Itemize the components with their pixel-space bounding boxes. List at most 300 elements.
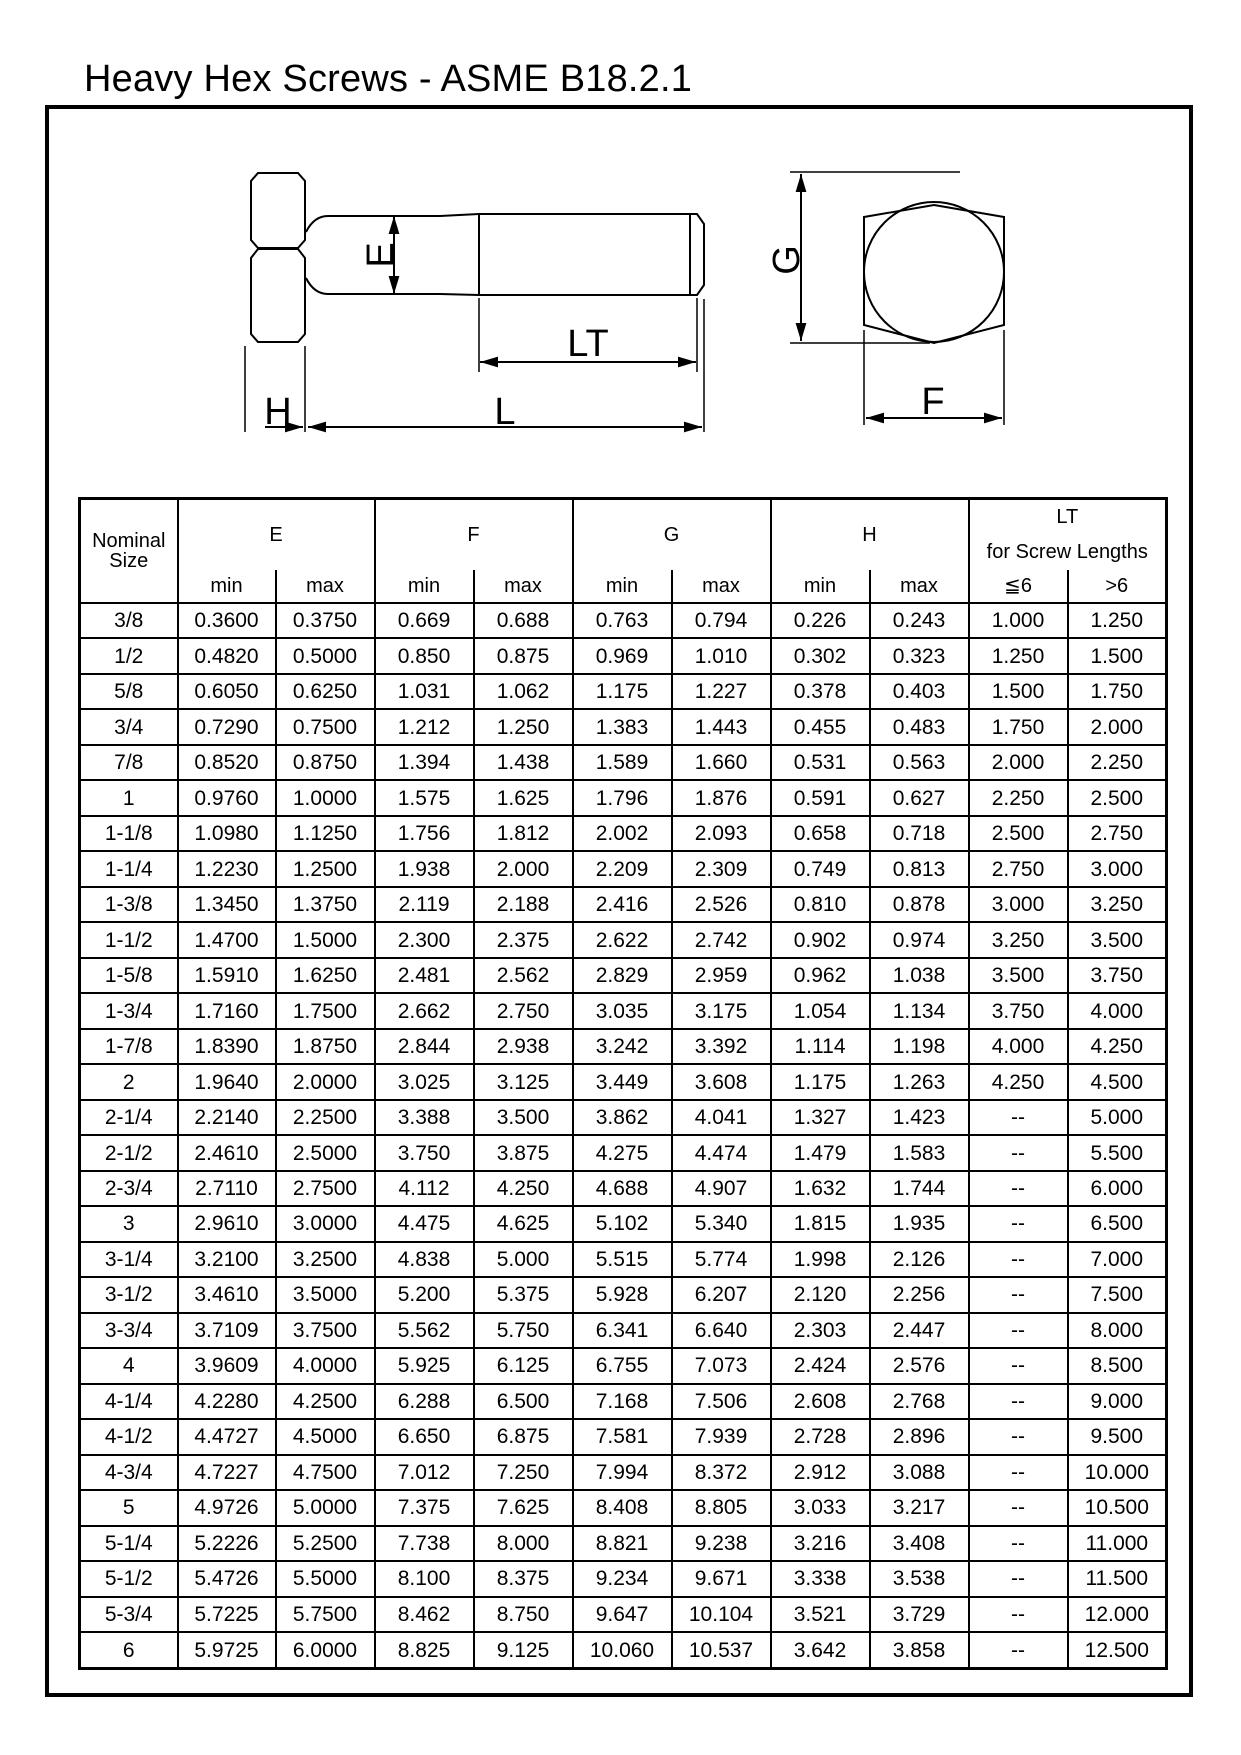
cell-h-min: 2.424 xyxy=(771,1348,870,1383)
cell-e-max: 1.7500 xyxy=(276,993,375,1028)
cell-h-min: 1.175 xyxy=(771,1064,870,1099)
cell-e-max: 2.0000 xyxy=(276,1064,375,1099)
cell-f-min: 0.850 xyxy=(375,638,474,673)
cell-e-min: 0.9760 xyxy=(178,780,276,815)
cell-h-min: 2.912 xyxy=(771,1455,870,1490)
cell-lt-gt-6: 6.500 xyxy=(1068,1206,1167,1241)
cell-f-min: 1.756 xyxy=(375,816,474,851)
cell-lt-le-6: -- xyxy=(969,1171,1068,1206)
cell-e-max: 1.2500 xyxy=(276,851,375,886)
cell-nominal-size: 1-5/8 xyxy=(80,958,178,993)
cell-h-max: 0.718 xyxy=(870,816,969,851)
cell-e-max: 2.7500 xyxy=(276,1171,375,1206)
cell-f-max: 5.375 xyxy=(474,1277,573,1312)
cell-lt-le-6: -- xyxy=(969,1632,1068,1668)
cell-f-min: 2.844 xyxy=(375,1029,474,1064)
table-row xyxy=(80,816,1167,851)
cell-lt-le-6: -- xyxy=(969,1242,1068,1277)
header-e: E xyxy=(178,499,375,571)
cell-nominal-size: 1/2 xyxy=(80,638,178,673)
cell-h-max: 2.126 xyxy=(870,1242,969,1277)
cell-g-min: 8.821 xyxy=(573,1526,672,1561)
header-lt-title: LT xyxy=(1056,506,1079,528)
table-row xyxy=(80,1206,1167,1241)
cell-h-min: 1.479 xyxy=(771,1135,870,1170)
cell-e-min: 4.4727 xyxy=(178,1419,276,1454)
cell-e-min: 1.4700 xyxy=(178,922,276,957)
cell-h-min: 2.728 xyxy=(771,1419,870,1454)
cell-h-max: 1.935 xyxy=(870,1206,969,1241)
cell-f-min: 3.750 xyxy=(375,1135,474,1170)
cell-e-max: 1.1250 xyxy=(276,816,375,851)
table-row xyxy=(80,993,1167,1028)
cell-g-max: 9.238 xyxy=(672,1526,771,1561)
cell-e-max: 5.2500 xyxy=(276,1526,375,1561)
cell-h-min: 0.591 xyxy=(771,780,870,815)
header-g-max: max xyxy=(672,570,771,603)
cell-f-min: 4.112 xyxy=(375,1171,474,1206)
cell-f-max: 5.000 xyxy=(474,1242,573,1277)
cell-h-min: 1.327 xyxy=(771,1100,870,1135)
cell-g-max: 2.526 xyxy=(672,887,771,922)
cell-f-max: 2.000 xyxy=(474,851,573,886)
cell-nominal-size: 5 xyxy=(80,1490,178,1525)
header-lt-gt-6: >6 xyxy=(1068,570,1167,603)
cell-f-max: 0.875 xyxy=(474,638,573,673)
cell-e-min: 2.9610 xyxy=(178,1206,276,1241)
cell-nominal-size: 2-1/4 xyxy=(80,1100,178,1135)
cell-h-min: 3.338 xyxy=(771,1561,870,1596)
cell-f-max: 2.375 xyxy=(474,922,573,957)
cell-f-min: 7.375 xyxy=(375,1490,474,1525)
cell-g-min: 0.969 xyxy=(573,638,672,673)
table-row xyxy=(80,1526,1167,1561)
header-h-min: min xyxy=(771,570,870,603)
cell-f-max: 3.125 xyxy=(474,1064,573,1099)
cell-lt-le-6: 4.000 xyxy=(969,1029,1068,1064)
cell-e-min: 4.7227 xyxy=(178,1455,276,1490)
cell-e-min: 0.3600 xyxy=(178,603,276,638)
cell-e-min: 1.3450 xyxy=(178,887,276,922)
header-lt-le-6: ≦6 xyxy=(969,570,1068,603)
cell-f-max: 8.750 xyxy=(474,1597,573,1632)
cell-lt-gt-6: 1.500 xyxy=(1068,638,1167,673)
cell-f-min: 2.481 xyxy=(375,958,474,993)
cell-e-max: 3.7500 xyxy=(276,1313,375,1348)
cell-e-max: 3.0000 xyxy=(276,1206,375,1241)
cell-lt-gt-6: 3.750 xyxy=(1068,958,1167,993)
table-row xyxy=(80,780,1167,815)
cell-g-min: 9.647 xyxy=(573,1597,672,1632)
cell-h-max: 3.538 xyxy=(870,1561,969,1596)
cell-f-min: 6.288 xyxy=(375,1384,474,1419)
header-f: F xyxy=(375,499,573,571)
cell-e-min: 1.2230 xyxy=(178,851,276,886)
cell-lt-gt-6: 10.000 xyxy=(1068,1455,1167,1490)
cell-g-max: 8.805 xyxy=(672,1490,771,1525)
cell-h-min: 2.303 xyxy=(771,1313,870,1348)
cell-g-max: 2.959 xyxy=(672,958,771,993)
cell-nominal-size: 5-1/4 xyxy=(80,1526,178,1561)
cell-nominal-size: 6 xyxy=(80,1632,178,1668)
cell-f-min: 4.475 xyxy=(375,1206,474,1241)
cell-h-max: 0.403 xyxy=(870,674,969,709)
table-row xyxy=(80,1171,1167,1206)
cell-h-min: 0.455 xyxy=(771,709,870,744)
cell-h-min: 0.902 xyxy=(771,922,870,957)
cell-e-max: 2.5000 xyxy=(276,1135,375,1170)
cell-e-min: 5.9725 xyxy=(178,1632,276,1668)
cell-lt-le-6: 2.500 xyxy=(969,816,1068,851)
cell-lt-le-6: -- xyxy=(969,1561,1068,1596)
cell-h-max: 2.768 xyxy=(870,1384,969,1419)
cell-e-max: 1.5000 xyxy=(276,922,375,957)
cell-lt-gt-6: 1.750 xyxy=(1068,674,1167,709)
cell-f-max: 1.438 xyxy=(474,745,573,780)
cell-nominal-size: 5-1/2 xyxy=(80,1561,178,1596)
cell-nominal-size: 4-3/4 xyxy=(80,1455,178,1490)
cell-nominal-size: 7/8 xyxy=(80,745,178,780)
cell-h-max: 3.408 xyxy=(870,1526,969,1561)
header-g: G xyxy=(573,499,771,571)
cell-f-max: 4.625 xyxy=(474,1206,573,1241)
cell-lt-gt-6: 9.000 xyxy=(1068,1384,1167,1419)
cell-g-min: 6.341 xyxy=(573,1313,672,1348)
cell-g-min: 3.862 xyxy=(573,1100,672,1135)
cell-e-min: 4.9726 xyxy=(178,1490,276,1525)
cell-e-min: 1.9640 xyxy=(178,1064,276,1099)
cell-h-min: 0.302 xyxy=(771,638,870,673)
cell-h-max: 0.323 xyxy=(870,638,969,673)
dim-label-g: G xyxy=(766,245,808,275)
cell-e-min: 2.7110 xyxy=(178,1171,276,1206)
cell-nominal-size: 4 xyxy=(80,1348,178,1383)
cell-e-min: 1.5910 xyxy=(178,958,276,993)
cell-f-min: 1.031 xyxy=(375,674,474,709)
cell-lt-le-6: 2.000 xyxy=(969,745,1068,780)
cell-lt-le-6: -- xyxy=(969,1455,1068,1490)
cell-h-max: 0.483 xyxy=(870,709,969,744)
cell-h-min: 0.378 xyxy=(771,674,870,709)
cell-e-max: 3.5000 xyxy=(276,1277,375,1312)
cell-lt-le-6: 1.000 xyxy=(969,603,1068,638)
header-lt xyxy=(969,499,1167,571)
cell-g-min: 1.589 xyxy=(573,745,672,780)
cell-nominal-size: 1 xyxy=(80,780,178,815)
cell-lt-gt-6: 12.500 xyxy=(1068,1632,1167,1668)
cell-g-min: 2.416 xyxy=(573,887,672,922)
cell-lt-gt-6: 3.250 xyxy=(1068,887,1167,922)
cell-lt-le-6: -- xyxy=(969,1597,1068,1632)
cell-f-max: 7.250 xyxy=(474,1455,573,1490)
cell-lt-le-6: 1.500 xyxy=(969,674,1068,709)
cell-f-min: 8.462 xyxy=(375,1597,474,1632)
cell-g-min: 5.928 xyxy=(573,1277,672,1312)
header-e-max: max xyxy=(276,570,375,603)
cell-h-min: 2.120 xyxy=(771,1277,870,1312)
cell-h-min: 3.642 xyxy=(771,1632,870,1668)
cell-e-max: 2.2500 xyxy=(276,1100,375,1135)
cell-e-max: 1.6250 xyxy=(276,958,375,993)
cell-g-max: 1.227 xyxy=(672,674,771,709)
table-row xyxy=(80,1419,1167,1454)
cell-lt-le-6: 3.000 xyxy=(969,887,1068,922)
cell-lt-gt-6: 11.500 xyxy=(1068,1561,1167,1596)
cell-lt-gt-6: 4.500 xyxy=(1068,1064,1167,1099)
table-row xyxy=(80,1597,1167,1632)
cell-lt-le-6: 4.250 xyxy=(969,1064,1068,1099)
bolt-drawing xyxy=(0,0,1241,500)
table-row xyxy=(80,1455,1167,1490)
cell-f-min: 0.669 xyxy=(375,603,474,638)
table-row xyxy=(80,851,1167,886)
cell-h-max: 3.088 xyxy=(870,1455,969,1490)
table-row xyxy=(80,1561,1167,1596)
cell-g-min: 4.275 xyxy=(573,1135,672,1170)
cell-e-min: 3.4610 xyxy=(178,1277,276,1312)
header-h: H xyxy=(771,499,969,571)
cell-nominal-size: 4-1/4 xyxy=(80,1384,178,1419)
cell-lt-le-6: -- xyxy=(969,1348,1068,1383)
cell-g-max: 0.794 xyxy=(672,603,771,638)
cell-e-max: 6.0000 xyxy=(276,1632,375,1668)
header-e-min: min xyxy=(178,570,276,603)
cell-nominal-size: 3-1/2 xyxy=(80,1277,178,1312)
cell-f-max: 7.625 xyxy=(474,1490,573,1525)
cell-e-min: 5.2226 xyxy=(178,1526,276,1561)
cell-h-min: 0.531 xyxy=(771,745,870,780)
cell-f-max: 8.000 xyxy=(474,1526,573,1561)
dim-label-l: L xyxy=(494,391,516,433)
cell-g-max: 2.742 xyxy=(672,922,771,957)
cell-h-max: 1.198 xyxy=(870,1029,969,1064)
cell-g-min: 5.102 xyxy=(573,1206,672,1241)
cell-lt-le-6: 1.250 xyxy=(969,638,1068,673)
cell-e-min: 2.4610 xyxy=(178,1135,276,1170)
cell-e-max: 3.2500 xyxy=(276,1242,375,1277)
cell-nominal-size: 1-7/8 xyxy=(80,1029,178,1064)
header-g-min: min xyxy=(573,570,672,603)
cell-g-max: 5.340 xyxy=(672,1206,771,1241)
cell-lt-gt-6: 2.750 xyxy=(1068,816,1167,851)
cell-g-min: 5.515 xyxy=(573,1242,672,1277)
cell-g-max: 3.392 xyxy=(672,1029,771,1064)
table-row xyxy=(80,922,1167,957)
cell-g-min: 7.994 xyxy=(573,1455,672,1490)
cell-lt-le-6: 3.500 xyxy=(969,958,1068,993)
table-body xyxy=(80,603,1167,1669)
cell-e-max: 5.5000 xyxy=(276,1561,375,1596)
cell-f-min: 3.388 xyxy=(375,1100,474,1135)
cell-f-min: 1.212 xyxy=(375,709,474,744)
cell-g-min: 7.581 xyxy=(573,1419,672,1454)
cell-lt-gt-6: 7.500 xyxy=(1068,1277,1167,1312)
cell-lt-le-6: 1.750 xyxy=(969,709,1068,744)
cell-g-min: 1.175 xyxy=(573,674,672,709)
cell-lt-gt-6: 3.500 xyxy=(1068,922,1167,957)
cell-f-max: 6.875 xyxy=(474,1419,573,1454)
cell-e-min: 1.0980 xyxy=(178,816,276,851)
cell-e-max: 1.0000 xyxy=(276,780,375,815)
cell-h-min: 1.632 xyxy=(771,1171,870,1206)
cell-g-min: 4.688 xyxy=(573,1171,672,1206)
cell-h-max: 0.813 xyxy=(870,851,969,886)
cell-f-min: 1.575 xyxy=(375,780,474,815)
bolt-head xyxy=(251,173,305,342)
cell-nominal-size: 2 xyxy=(80,1064,178,1099)
cell-f-max: 6.125 xyxy=(474,1348,573,1383)
cell-h-max: 2.447 xyxy=(870,1313,969,1348)
cell-g-max: 6.640 xyxy=(672,1313,771,1348)
cell-lt-le-6: 2.750 xyxy=(969,851,1068,886)
cell-h-max: 2.576 xyxy=(870,1348,969,1383)
cell-e-max: 1.3750 xyxy=(276,887,375,922)
cell-nominal-size: 1-1/4 xyxy=(80,851,178,886)
cell-g-max: 7.939 xyxy=(672,1419,771,1454)
cell-e-max: 0.8750 xyxy=(276,745,375,780)
cell-lt-gt-6: 2.500 xyxy=(1068,780,1167,815)
table-row xyxy=(80,1029,1167,1064)
cell-lt-le-6: -- xyxy=(969,1384,1068,1419)
table-row xyxy=(80,709,1167,744)
cell-f-min: 6.650 xyxy=(375,1419,474,1454)
page-title: Heavy Hex Screws - ASME B18.2.1 xyxy=(84,58,693,100)
header-lt-subtitle: for Screw Lengths xyxy=(986,541,1148,563)
cell-lt-gt-6: 5.000 xyxy=(1068,1100,1167,1135)
cell-f-max: 2.750 xyxy=(474,993,573,1028)
cell-e-min: 5.7225 xyxy=(178,1597,276,1632)
cell-g-min: 10.060 xyxy=(573,1632,672,1668)
dim-label-h: H xyxy=(264,391,292,433)
cell-e-min: 3.7109 xyxy=(178,1313,276,1348)
dim-label-f: F xyxy=(921,381,945,423)
cell-h-max: 2.256 xyxy=(870,1277,969,1312)
cell-h-min: 3.521 xyxy=(771,1597,870,1632)
dim-label-e: E xyxy=(360,242,402,268)
cell-g-max: 10.104 xyxy=(672,1597,771,1632)
cell-nominal-size: 4-1/2 xyxy=(80,1419,178,1454)
table-row xyxy=(80,1135,1167,1170)
table-row xyxy=(80,887,1167,922)
cell-lt-gt-6: 2.000 xyxy=(1068,709,1167,744)
cell-lt-gt-6: 7.000 xyxy=(1068,1242,1167,1277)
cell-lt-gt-6: 6.000 xyxy=(1068,1171,1167,1206)
cell-lt-gt-6: 11.000 xyxy=(1068,1526,1167,1561)
cell-h-max: 1.038 xyxy=(870,958,969,993)
cell-g-min: 1.383 xyxy=(573,709,672,744)
cell-g-min: 2.002 xyxy=(573,816,672,851)
table-row xyxy=(80,958,1167,993)
cell-h-min: 1.998 xyxy=(771,1242,870,1277)
cell-g-min: 0.763 xyxy=(573,603,672,638)
cell-lt-gt-6: 10.500 xyxy=(1068,1490,1167,1525)
cell-h-max: 3.217 xyxy=(870,1490,969,1525)
cell-nominal-size: 2-1/2 xyxy=(80,1135,178,1170)
cell-e-min: 4.2280 xyxy=(178,1384,276,1419)
cell-f-max: 4.250 xyxy=(474,1171,573,1206)
cell-h-max: 3.858 xyxy=(870,1632,969,1668)
cell-f-max: 3.500 xyxy=(474,1100,573,1135)
cell-g-max: 1.443 xyxy=(672,709,771,744)
table-row xyxy=(80,1242,1167,1277)
dimensions-table xyxy=(78,497,1168,1670)
cell-e-min: 5.4726 xyxy=(178,1561,276,1596)
cell-f-min: 1.394 xyxy=(375,745,474,780)
cell-nominal-size: 3/8 xyxy=(80,603,178,638)
cell-f-max: 2.938 xyxy=(474,1029,573,1064)
cell-nominal-size: 3/4 xyxy=(80,709,178,744)
header-f-min: min xyxy=(375,570,474,603)
cell-g-min: 9.234 xyxy=(573,1561,672,1596)
cell-g-max: 3.608 xyxy=(672,1064,771,1099)
cell-e-min: 1.7160 xyxy=(178,993,276,1028)
cell-g-max: 6.207 xyxy=(672,1277,771,1312)
cell-e-max: 4.5000 xyxy=(276,1419,375,1454)
cell-e-max: 0.7500 xyxy=(276,709,375,744)
cell-nominal-size: 1-3/4 xyxy=(80,993,178,1028)
cell-f-min: 7.012 xyxy=(375,1455,474,1490)
cell-h-min: 1.054 xyxy=(771,993,870,1028)
cell-lt-le-6: -- xyxy=(969,1313,1068,1348)
cell-g-min: 2.209 xyxy=(573,851,672,886)
cell-f-min: 8.100 xyxy=(375,1561,474,1596)
cell-lt-le-6: -- xyxy=(969,1419,1068,1454)
cell-g-max: 4.907 xyxy=(672,1171,771,1206)
cell-f-max: 1.250 xyxy=(474,709,573,744)
cell-h-max: 1.263 xyxy=(870,1064,969,1099)
cell-g-max: 5.774 xyxy=(672,1242,771,1277)
cell-g-min: 2.829 xyxy=(573,958,672,993)
table-row xyxy=(80,1384,1167,1419)
cell-e-max: 4.0000 xyxy=(276,1348,375,1383)
cell-f-min: 2.300 xyxy=(375,922,474,957)
cell-g-max: 4.474 xyxy=(672,1135,771,1170)
cell-lt-gt-6: 4.250 xyxy=(1068,1029,1167,1064)
cell-h-max: 1.583 xyxy=(870,1135,969,1170)
table-row xyxy=(80,638,1167,673)
cell-g-min: 3.449 xyxy=(573,1064,672,1099)
cell-h-min: 1.815 xyxy=(771,1206,870,1241)
table-row xyxy=(80,1348,1167,1383)
cell-f-max: 1.812 xyxy=(474,816,573,851)
cell-nominal-size: 1-1/2 xyxy=(80,922,178,957)
cell-f-min: 2.119 xyxy=(375,887,474,922)
cell-e-max: 4.2500 xyxy=(276,1384,375,1419)
cell-f-max: 6.500 xyxy=(474,1384,573,1419)
cell-nominal-size: 3-3/4 xyxy=(80,1313,178,1348)
cell-g-min: 8.408 xyxy=(573,1490,672,1525)
cell-e-min: 0.7290 xyxy=(178,709,276,744)
cell-g-max: 4.041 xyxy=(672,1100,771,1135)
cell-f-min: 4.838 xyxy=(375,1242,474,1277)
table-row xyxy=(80,1100,1167,1135)
cell-nominal-size: 3-1/4 xyxy=(80,1242,178,1277)
cell-f-min: 2.662 xyxy=(375,993,474,1028)
cell-e-min: 3.2100 xyxy=(178,1242,276,1277)
cell-g-min: 2.622 xyxy=(573,922,672,957)
cell-h-max: 0.974 xyxy=(870,922,969,957)
cell-h-min: 0.658 xyxy=(771,816,870,851)
cell-g-max: 7.506 xyxy=(672,1384,771,1419)
cell-lt-gt-6: 3.000 xyxy=(1068,851,1167,886)
cell-e-max: 5.0000 xyxy=(276,1490,375,1525)
cell-e-min: 0.8520 xyxy=(178,745,276,780)
cell-g-max: 1.660 xyxy=(672,745,771,780)
cell-f-max: 8.375 xyxy=(474,1561,573,1596)
cell-e-min: 2.2140 xyxy=(178,1100,276,1135)
cell-h-min: 3.216 xyxy=(771,1526,870,1561)
cell-lt-le-6: 3.750 xyxy=(969,993,1068,1028)
